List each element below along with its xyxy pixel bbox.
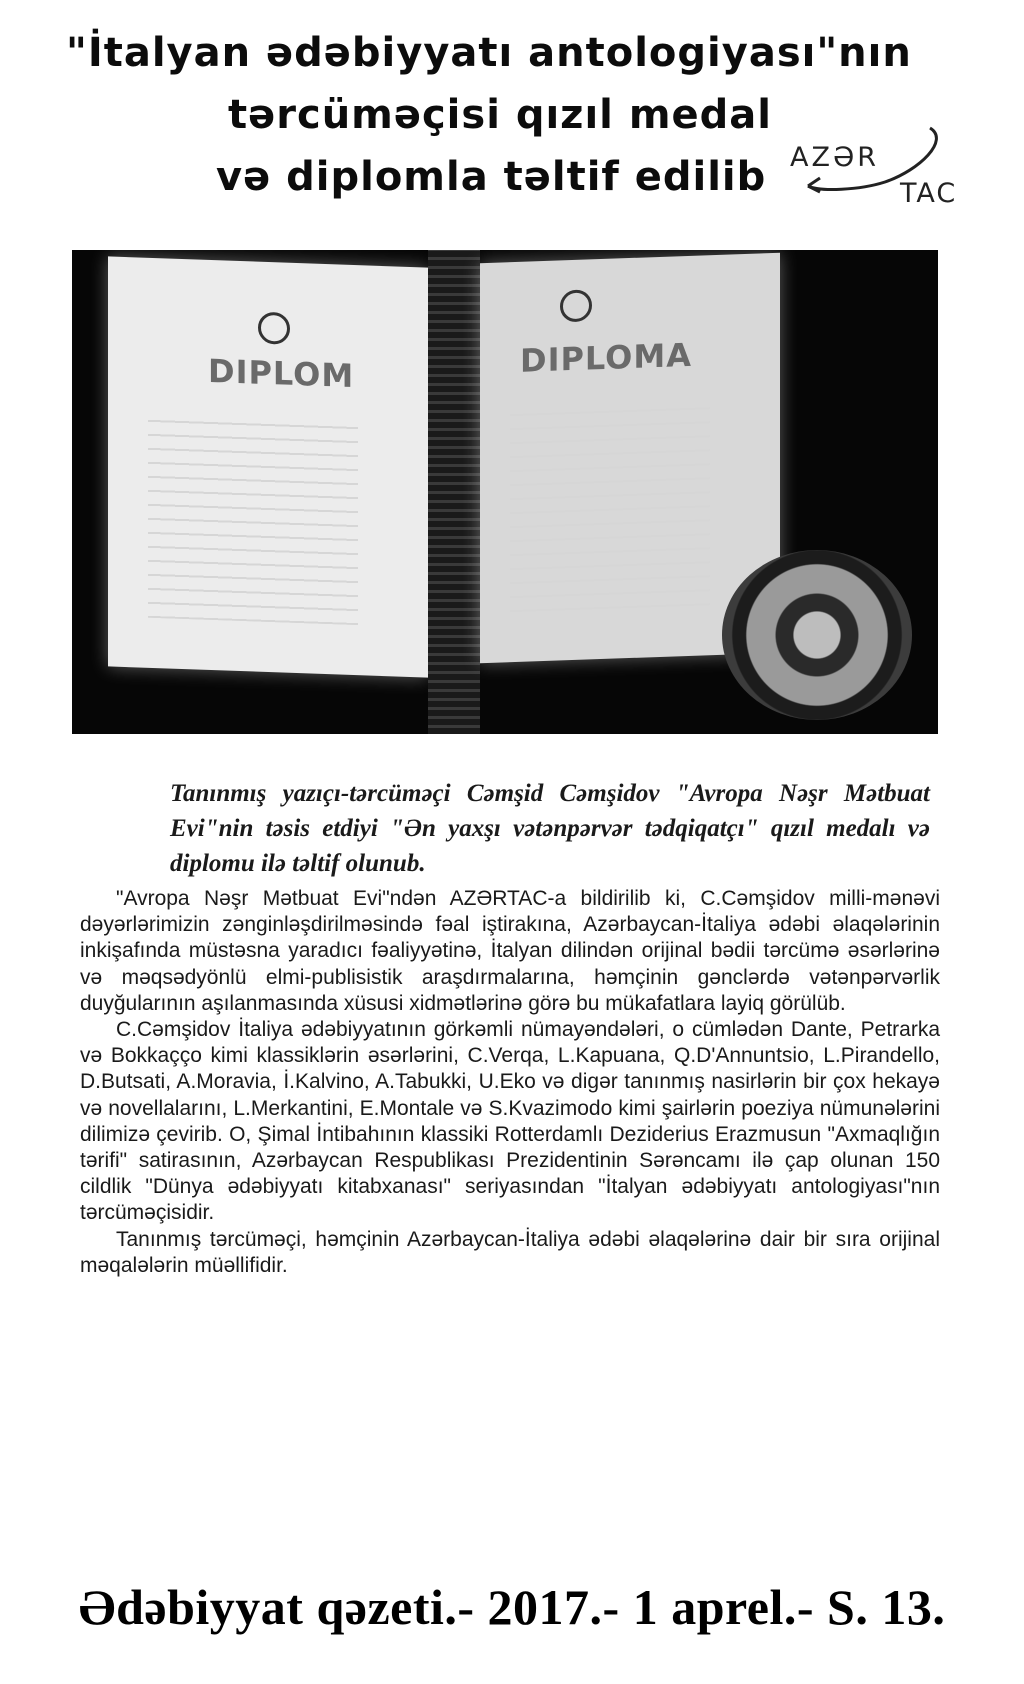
headline-line-2: tərcüməçisi qızıl medal bbox=[228, 92, 772, 138]
news-photo bbox=[72, 250, 938, 734]
headline-line-1: "İtalyan ədəbiyyatı antologiyası"nın bbox=[66, 30, 912, 76]
logo-text-top: AZƏR bbox=[790, 142, 879, 173]
paragraph-1: "Avropa Nəşr Mətbuat Evi"ndən AZƏRTAC-a bildirilib ki, C.Cəmşidov milli-mənəvi dəyərlərimizin zənginləşdirilməsində fəal iştirakına, Azərbaycan-İtaliya ədəbi əlaqələrinin inkişafında müstəsna yaradıcı fəaliyyətinə, İtalyan dilindən orijinal bədii tərcümə əsərlərinə və məqsədyönlü elmi-publisistik araşdırmalarına, həmçinin gənclərdə vətənpərvərlik duyğularının aşılanmasında xüsusi xidmətlərinə görə bu mükafatlara layiq görülüb. bbox=[80, 887, 940, 1015]
document-lines bbox=[510, 405, 710, 612]
gold-medal bbox=[722, 550, 912, 720]
article-lead: Tanınmış yazıçı-tərcüməçi Cəmşid Cəmşidov "Avropa Nəşr Mətbuat Evi"nin təsis etdiyi "Ən yaxşı vətənpərvər tədqiqatçı" qızıl medalı və diplomu ilə təltif olunub. bbox=[170, 780, 930, 877]
diploma-title-left: DIPLOM bbox=[208, 351, 355, 396]
document-lines bbox=[148, 418, 358, 625]
paragraph-2: C.Cəmşidov İtaliya ədəbiyyatının görkəmli nümayəndələri, o cümlədən Dante, Petrarka və Bokkaçço kimi klassiklərin əsərlərini, C.Verqa, L.Kapuana, Q.D'Annuntsio, L.Pirandello, D.Butsati, A.Moravia, İ.Kalvino, A.Tabukki, U.Eko və digər tanınmış nasirlərin bir çox hekayə və novellalarını, L.Merkantini, E.Montale və S.Kvazimodo kimi şairlərin poeziya nümunələrini dilimizə çevirib. O, Şimal İntibahının klassiki Rotterdamlı Deziderius Erazmusun "Axmaqlığın tərifi" satirasının, Azərbaycan Respublikası Prezidentinin Sərəncamı ilə çap olunan 150 cildlik "Dünya ədəbiyyatı kitabxanası" seriyasından "İtalyan ədəbiyyatı antologiyası"nın tərcüməçisidir. bbox=[80, 1018, 940, 1225]
diploma-document-left bbox=[108, 256, 428, 677]
paragraph-3: Tanınmış tərcüməçi, həmçinin Azərbaycan-İtaliya ədəbi əlaqələrinə dair bir sıra orijinal məqalələrin müəllifidir. bbox=[80, 1227, 940, 1277]
folder-spine bbox=[428, 250, 480, 734]
logo-text-bottom: TAC bbox=[900, 178, 958, 209]
headline-line-3: və diplomla təltif edilib bbox=[216, 154, 767, 200]
azertac-logo bbox=[790, 120, 958, 220]
emblem-icon bbox=[560, 289, 592, 322]
diploma-title-right: DIPLOMA bbox=[520, 335, 692, 380]
article-body bbox=[80, 886, 940, 1279]
emblem-icon bbox=[258, 312, 290, 345]
source-citation: Ədəbiyyat qəzeti.- 2017.- 1 aprel.- S. 13. bbox=[78, 1579, 946, 1635]
